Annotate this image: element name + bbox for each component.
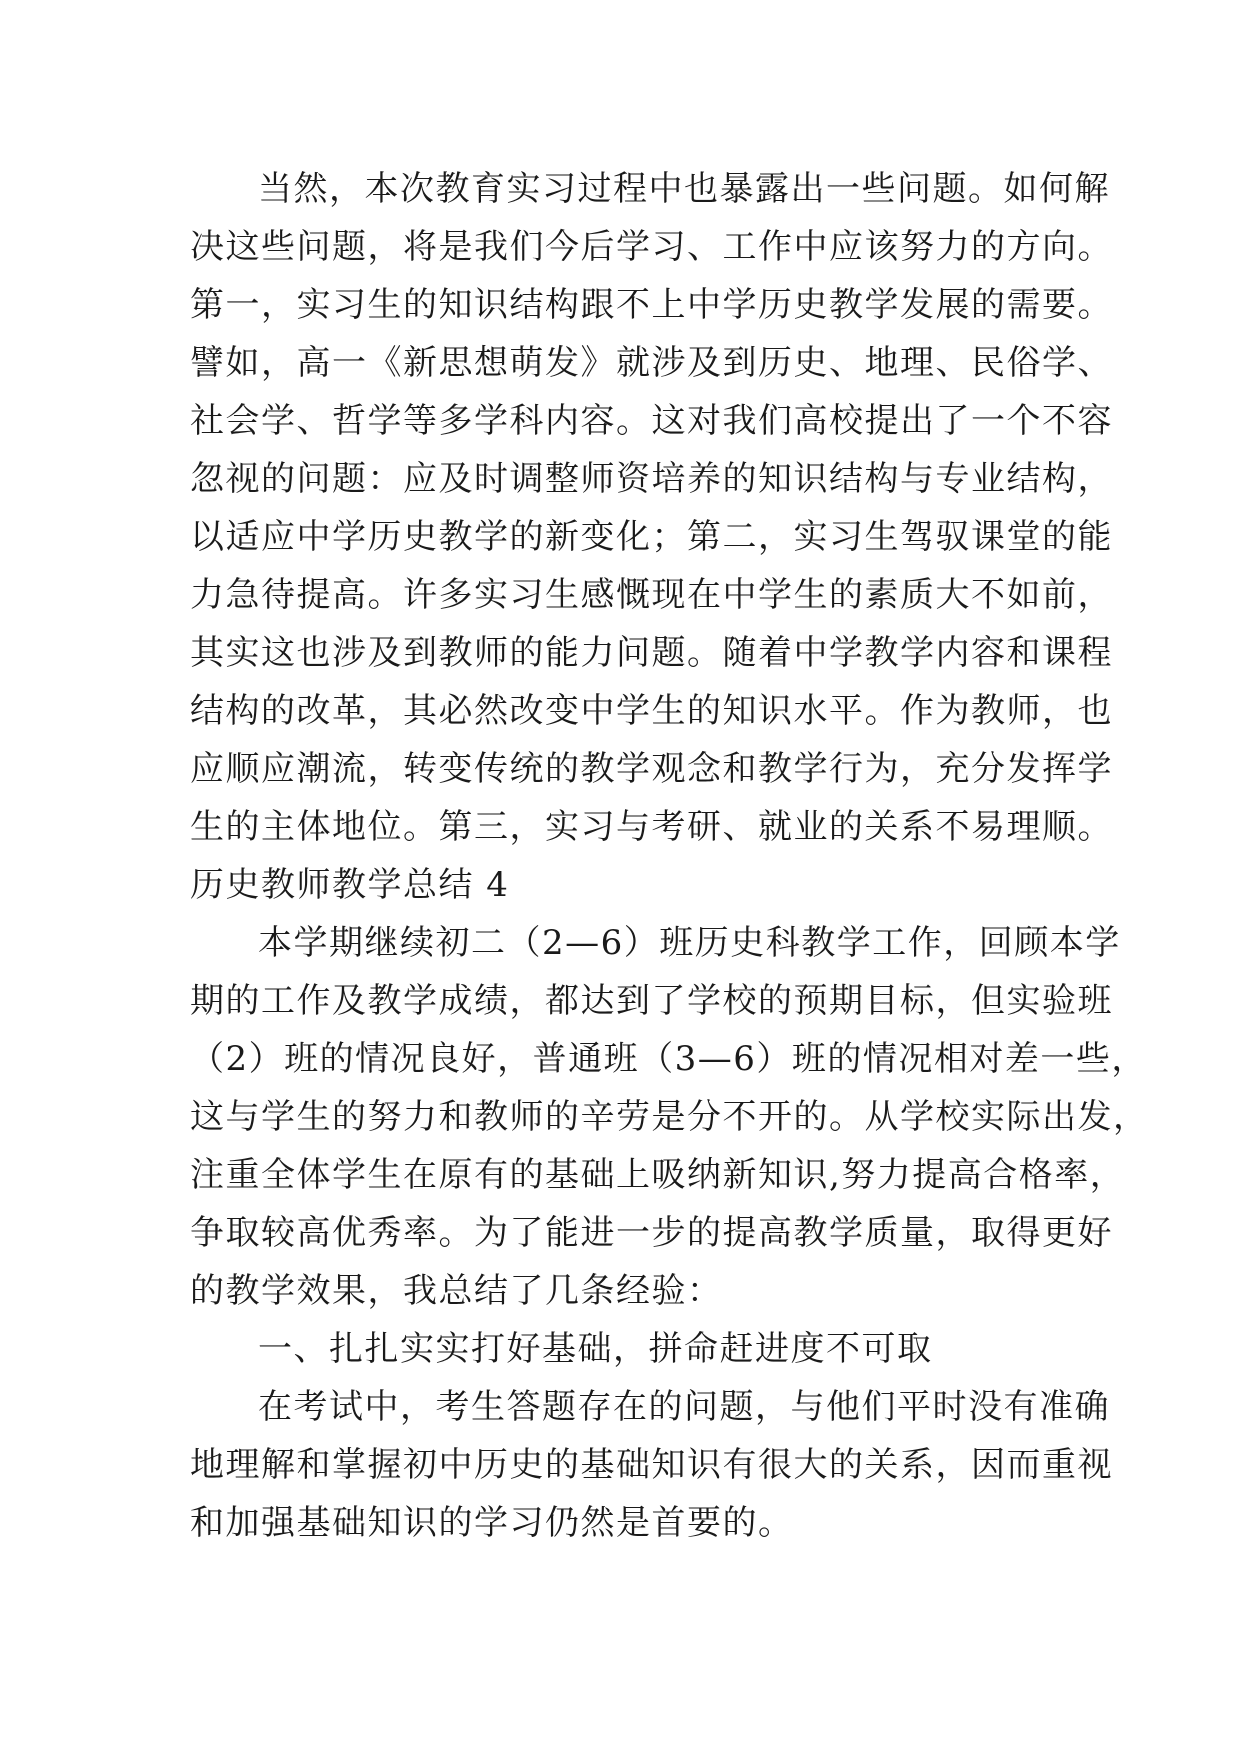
paragraph-line: 本学期继续初二（2—6）班历史科教学工作，回顾本学: [258, 923, 1121, 963]
paragraph-line: 其实这也涉及到教师的能力问题。随着中学教学内容和课程: [190, 633, 1113, 673]
paragraph-line: 当然，本次教育实习过程中也暴露出一些问题。如何解: [258, 169, 1110, 209]
paragraph-line: 决这些问题，将是我们今后学习、工作中应该努力的方向。: [190, 227, 1113, 267]
paragraph-line: 的教学效果，我总结了几条经验：: [190, 1271, 723, 1311]
section-heading: 历史教师教学总结 4: [190, 865, 510, 905]
paragraph-line: （2）班的情况良好，普通班（3—6）班的情况相对差一些，: [190, 1039, 1147, 1079]
paragraph-line: 结构的改革，其必然改变中学生的知识水平。作为教师，也: [190, 691, 1113, 731]
paragraph-line: 这与学生的努力和教师的辛劳是分不开的。从学校实际出发，: [190, 1097, 1149, 1137]
body-text: [190, 160, 1149, 1552]
paragraph-line: 注重全体学生在原有的基础上吸纳新知识,努力提高合格率，: [190, 1155, 1126, 1195]
paragraph-line: 第一，实习生的知识结构跟不上中学历史教学发展的需要。: [190, 285, 1113, 325]
paragraph-line: 和加强基础知识的学习仍然是首要的。: [190, 1503, 794, 1543]
paragraph-line: 期的工作及教学成绩，都达到了学校的预期目标，但实验班: [190, 981, 1113, 1021]
paragraph-line: 生的主体地位。第三，实习与考研、就业的关系不易理顺。: [190, 807, 1113, 847]
paragraph-line: 争取较高优秀率。为了能进一步的提高教学质量，取得更好: [190, 1213, 1113, 1253]
paragraph-line: 社会学、哲学等多学科内容。这对我们高校提出了一个不容: [190, 401, 1113, 441]
paragraph-line: 在考试中，考生答题存在的问题，与他们平时没有准确: [258, 1387, 1110, 1427]
paragraph-line: 譬如，高一《新思想萌发》就涉及到历史、地理、民俗学、: [190, 343, 1113, 383]
paragraph-line: 地理解和掌握初中历史的基础知识有很大的关系，因而重视: [190, 1445, 1113, 1485]
subheading: 一、扎扎实实打好基础，拼命赶进度不可取: [258, 1329, 933, 1369]
paragraph-line: 忽视的问题：应及时调整师资培养的知识结构与专业结构，: [190, 459, 1113, 499]
paragraph-line: 力急待提高。许多实习生感慨现在中学生的素质大不如前，: [190, 575, 1113, 615]
paragraph-line: 以适应中学历史教学的新变化；第二，实习生驾驭课堂的能: [190, 517, 1113, 557]
paragraph-line: 应顺应潮流，转变传统的教学观念和教学行为，充分发挥学: [190, 749, 1113, 789]
